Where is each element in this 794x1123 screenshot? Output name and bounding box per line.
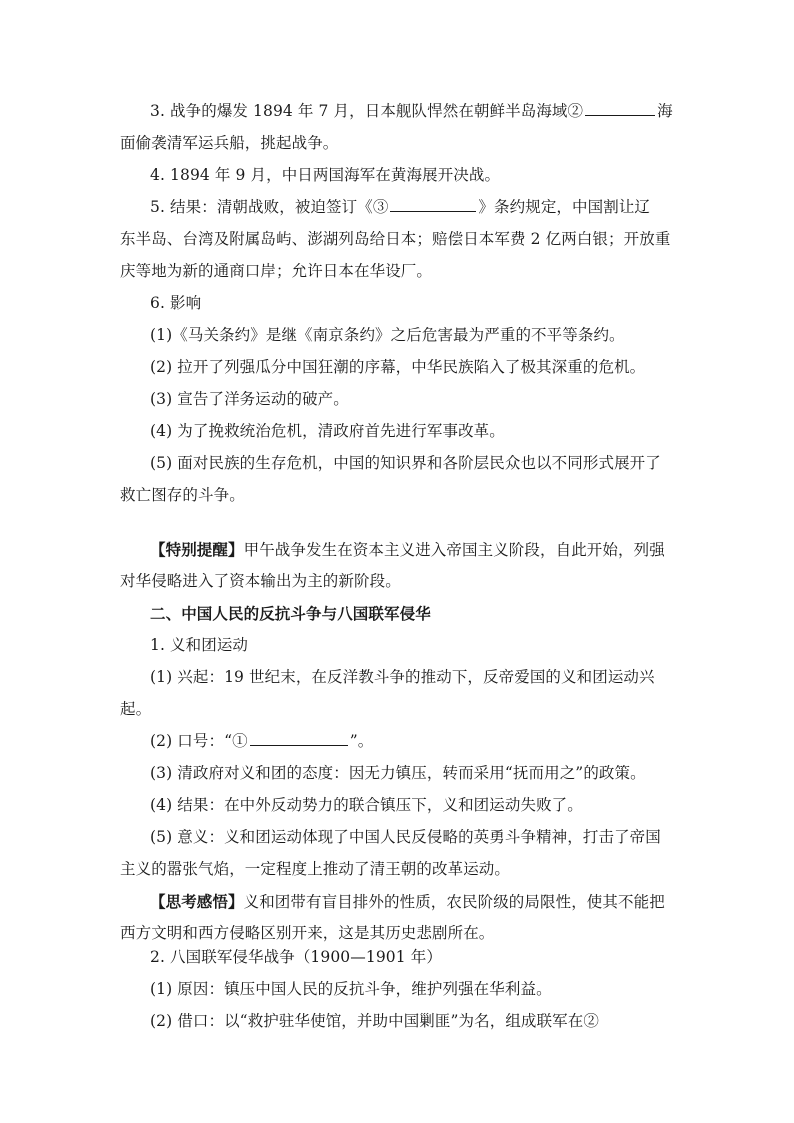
- fill-blank-3[interactable]: [390, 194, 476, 212]
- eight-nation-heading: 2. 八国联军侵华战争（1900—1901 年）: [150, 948, 442, 966]
- item-5-line-1: 5. 结果：清朝战败，被迫签订《③ 》条约规定，中国割让辽: [120, 192, 680, 223]
- reflection-line-1: 【思考感悟】义和团带有盲目排外的性质，农民阶级的局限性，使其不能把: [150, 892, 665, 911]
- reminder-line-1: 【特别提醒】甲午战争发生在资本主义进入帝国主义阶段，自此开始，列强: [150, 540, 665, 559]
- rise-line-1: (1) 兴起：19 世纪末，在反洋教斗争的推动下，反帝爱国的义和团运动兴: [150, 668, 655, 686]
- boxer-result: (4) 结果：在中外反动势力的联合镇压下，义和团运动失败了。: [150, 796, 583, 814]
- item-5-line-2: 东半岛、台湾及附属岛屿、澎湖列岛给日本；赔偿日本军费 2 亿两白银；开放重: [120, 230, 671, 248]
- impact-5-line-1: (5) 面对民族的生存危机，中国的知识界和各阶层民众也以不同形式展开了: [150, 454, 661, 472]
- item-3-line-2: 面偷袭清军运兵船，挑起战争。: [120, 134, 339, 152]
- impact-5-line-2: 救亡图存的斗争。: [120, 486, 245, 504]
- rise-line-2: 起。: [120, 700, 152, 718]
- item-6-heading: 6. 影响: [150, 294, 202, 312]
- meaning-line-1: (5) 意义：义和团运动体现了中国人民反侵略的英勇斗争精神，打击了帝国: [150, 828, 661, 846]
- reminder-line-2: 对华侵略进入了资本输出为主的新阶段。: [120, 572, 401, 590]
- reflection-tag: 【思考感悟】: [150, 892, 244, 911]
- war-cause: (1) 原因：镇压中国人民的反抗斗争，维护列强在华利益。: [150, 980, 552, 998]
- boxer-movement-heading: 1. 义和团运动: [150, 636, 249, 654]
- item-4: 4. 1894 年 9 月，中日两国海军在黄海展开决战。: [150, 166, 501, 184]
- qing-attitude: (3) 清政府对义和团的态度：因无力镇压，转而采用“抚而用之”的政策。: [150, 764, 646, 782]
- reflection-line-2: 西方文明和西方侵略区别开来，这是其历史悲剧所在。: [120, 924, 495, 942]
- war-pretext: (2) 借口：以“救护驻华使馆，并助中国剿匪”为名，组成联军在②: [150, 1012, 599, 1030]
- fill-blank-1[interactable]: [250, 728, 348, 746]
- impact-1: (1)《马关条约》是继《南京条约》之后危害最为严重的不平等条约。: [150, 326, 625, 344]
- impact-2: (2) 拉开了列强瓜分中国狂潮的序幕，中华民族陷入了极其深重的危机。: [150, 358, 646, 376]
- slogan: (2) 口号：“① ”。: [120, 726, 680, 757]
- impact-3: (3) 宣告了洋务运动的破产。: [150, 390, 349, 408]
- impact-4: (4) 为了挽救统治危机，清政府首先进行军事改革。: [150, 422, 505, 440]
- reminder-tag: 【特别提醒】: [150, 540, 244, 559]
- section-2-heading: 二、中国人民的反抗斗争与八国联军侵华: [150, 604, 431, 623]
- item-5-line-3: 庆等地为新的通商口岸；允许日本在华设厂。: [120, 262, 433, 280]
- item-3-line-1: 3. 战争的爆发 1894 年 7 月，日本舰队悍然在朝鲜半岛海域② 海: [120, 96, 680, 127]
- meaning-line-2: 主义的嚣张气焰，一定程度上推动了清王朝的改革运动。: [120, 860, 511, 878]
- fill-blank-2[interactable]: [585, 98, 655, 116]
